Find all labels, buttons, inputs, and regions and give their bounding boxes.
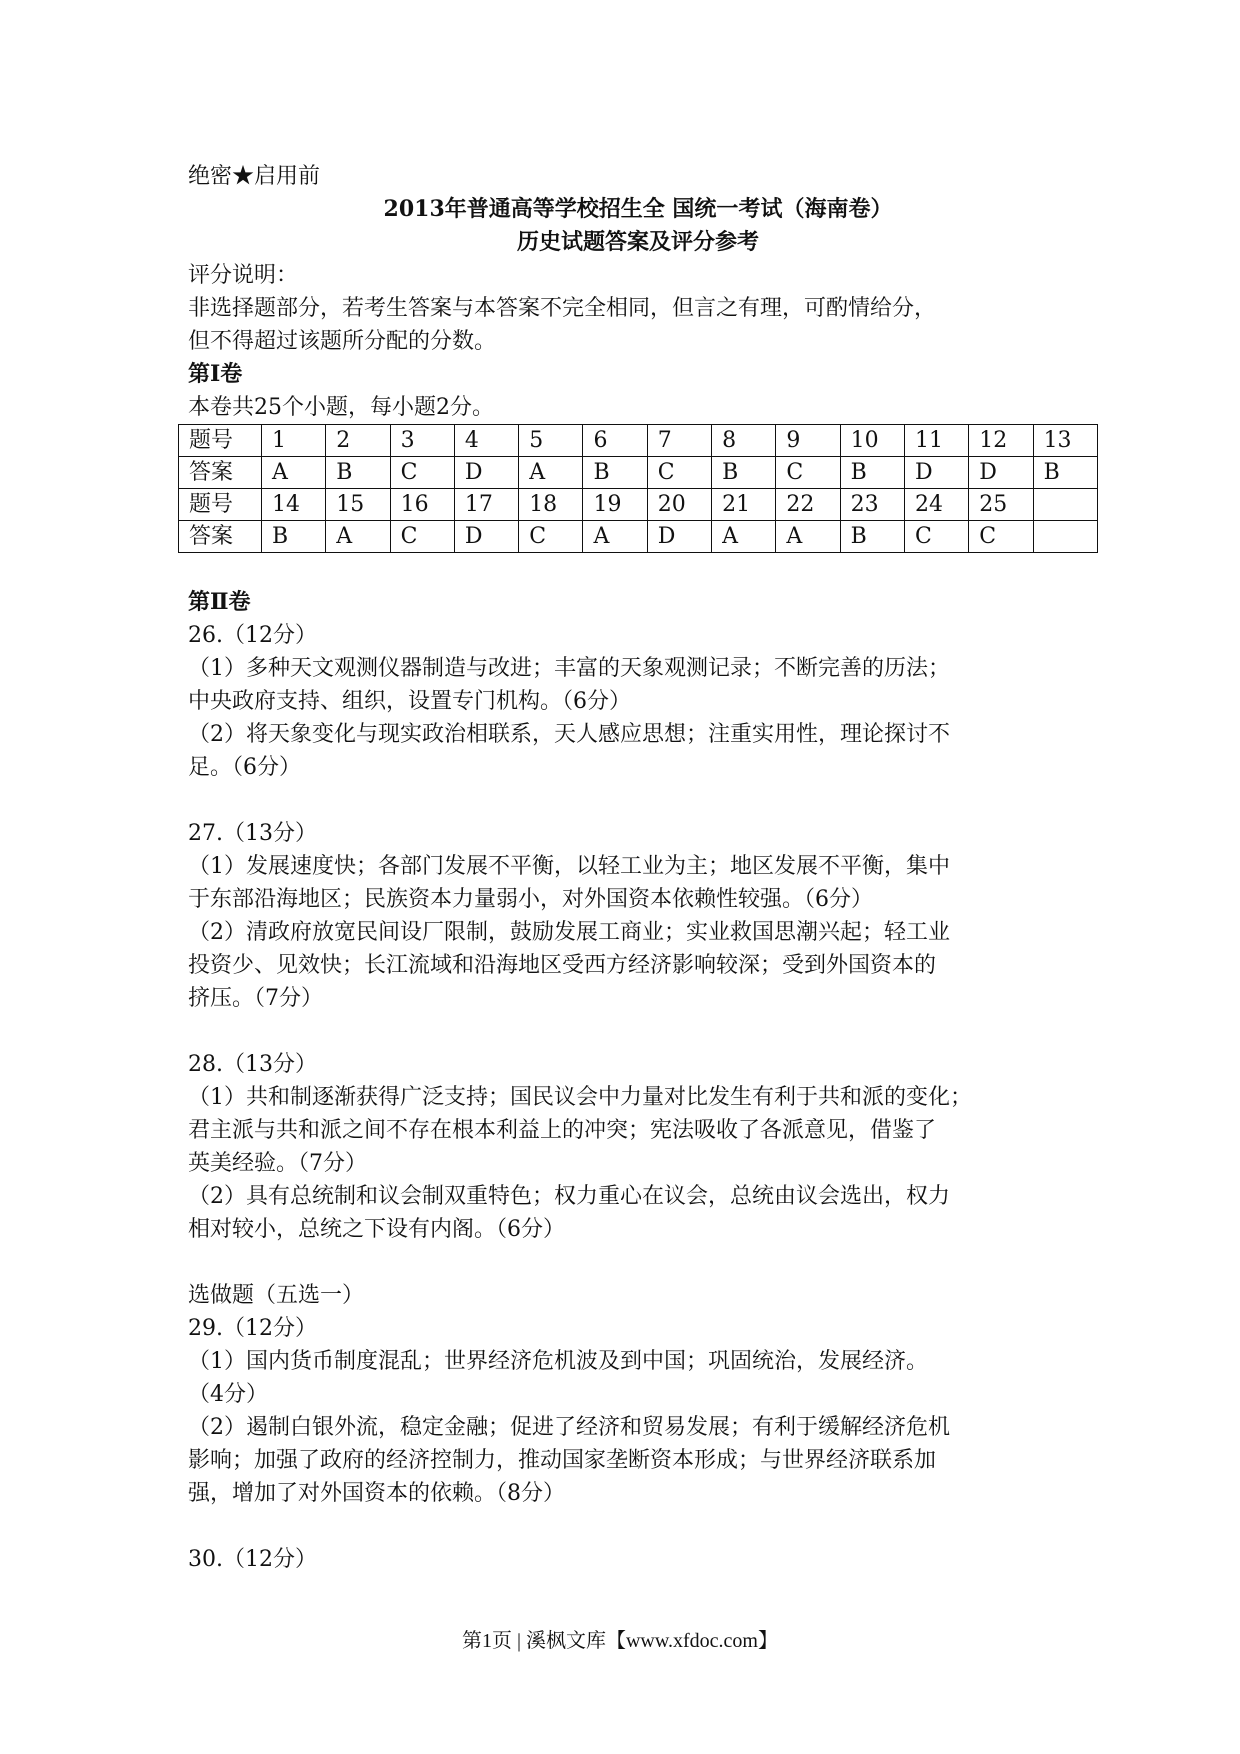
question-number: 27.（13分）	[188, 821, 317, 846]
elective-heading: 选做题（五选一）	[188, 1283, 365, 1308]
answer-line: 强，增加了对外国资本的依赖。（8分）	[188, 1481, 565, 1506]
table-row-header: 题号	[179, 425, 262, 457]
table-cell: 17	[454, 489, 518, 521]
table-cell: 3	[390, 425, 454, 457]
table-row	[179, 521, 1098, 553]
table-cell: 20	[647, 489, 711, 521]
table-cell: C	[904, 521, 968, 553]
answer-line: （1）共和制逐渐获得广泛支持；国民议会中力量对比发生有利于共和派的变化；	[188, 1085, 972, 1110]
answer-line: 影响；加强了政府的经济控制力，推动国家垄断资本形成；与世界经济联系加	[188, 1448, 937, 1473]
table-cell: A	[583, 521, 647, 553]
exam-subtitle: 历史试题答案及评分参考	[516, 229, 759, 255]
exam-title: 2013年普通高等学校招生全 国统一考试（海南卷）	[383, 196, 893, 222]
table-cell: D	[647, 521, 711, 553]
table-cell: 6	[583, 425, 647, 457]
table-cell: B	[1033, 457, 1097, 489]
answer-line: 投资少、见效快；长江流域和沿海地区受西方经济影响较深；受到外国资本的	[188, 953, 937, 978]
answer-table	[178, 424, 1098, 553]
secret-label: 绝密★启用前	[188, 164, 321, 189]
answer-line: 中央政府支持、组织，设置专门机构。（6分）	[188, 689, 631, 714]
table-cell	[1033, 521, 1097, 553]
answer-line: 相对较小，总统之下设有内阁。（6分）	[188, 1217, 565, 1242]
answer-line: （4分）	[188, 1382, 268, 1407]
answer-line: 君主派与共和派之间不存在根本利益上的冲突；宪法吸收了各派意见，借鉴了	[188, 1118, 937, 1143]
table-cell: 14	[262, 489, 326, 521]
table-cell: C	[519, 521, 583, 553]
table-row-header: 答案	[179, 521, 262, 553]
question-number: 26.（12分）	[188, 623, 317, 648]
table-cell: A	[776, 521, 840, 553]
scoring-notes-line: 但不得超过该题所分配的分数。	[188, 329, 497, 354]
table-cell: D	[454, 521, 518, 553]
table-row	[179, 457, 1098, 489]
table-cell: B	[712, 457, 776, 489]
table-cell: 21	[712, 489, 776, 521]
table-cell: 8	[712, 425, 776, 457]
part1-note: 本卷共25个小题，每小题2分。	[188, 395, 494, 420]
answer-line: （2）遏制白银外流，稳定金融；促进了经济和贸易发展；有利于缓解经济危机	[188, 1415, 950, 1440]
scoring-notes-label: 评分说明：	[188, 263, 299, 288]
answer-line: （2）具有总统制和议会制双重特色；权力重心在议会，总统由议会选出，权力	[188, 1184, 950, 1209]
table-row-header: 题号	[179, 489, 262, 521]
table-row	[179, 489, 1098, 521]
table-cell: B	[326, 457, 390, 489]
table-cell: 7	[647, 425, 711, 457]
answer-line: （1）多种天文观测仪器制造与改进；丰富的天象观测记录；不断完善的历法；	[188, 656, 950, 681]
table-cell: 11	[904, 425, 968, 457]
table-cell: 19	[583, 489, 647, 521]
table-cell: 18	[519, 489, 583, 521]
table-cell: D	[904, 457, 968, 489]
question-number: 29.（12分）	[188, 1316, 317, 1341]
table-cell: 25	[969, 489, 1033, 521]
answer-line: 英美经验。（7分）	[188, 1151, 367, 1176]
table-cell: C	[969, 521, 1033, 553]
table-cell: C	[390, 521, 454, 553]
table-cell: C	[647, 457, 711, 489]
table-cell: 22	[776, 489, 840, 521]
table-cell: 5	[519, 425, 583, 457]
table-cell: A	[326, 521, 390, 553]
table-cell: A	[712, 521, 776, 553]
table-row	[179, 425, 1098, 457]
table-cell: 15	[326, 489, 390, 521]
document-page	[188, 160, 1088, 1576]
table-cell: B	[583, 457, 647, 489]
table-cell: A	[262, 457, 326, 489]
table-cell: 4	[454, 425, 518, 457]
answer-line: （2）将天象变化与现实政治相联系，天人感应思想；注重实用性，理论探讨不	[188, 722, 950, 747]
table-row-header: 答案	[179, 457, 262, 489]
table-cell: B	[840, 457, 904, 489]
table-cell: 2	[326, 425, 390, 457]
table-cell: 9	[776, 425, 840, 457]
table-cell: 16	[390, 489, 454, 521]
scoring-notes-line: 非选择题部分，若考生答案与本答案不完全相同，但言之有理，可酌情给分，	[188, 296, 937, 321]
answer-line: 挤压。（7分）	[188, 986, 323, 1011]
table-cell: C	[776, 457, 840, 489]
table-cell: D	[969, 457, 1033, 489]
table-cell: A	[519, 457, 583, 489]
answer-line: （2）清政府放宽民间设厂限制，鼓励发展工商业；实业救国思潮兴起；轻工业	[188, 920, 950, 945]
question-number: 30.（12分）	[188, 1547, 317, 1572]
table-cell: C	[390, 457, 454, 489]
table-cell: 23	[840, 489, 904, 521]
question-number: 28.（13分）	[188, 1052, 317, 1077]
answer-line: 于东部沿海地区；民族资本力量弱小，对外国资本依赖性较强。（6分）	[188, 887, 873, 912]
answer-line: （1）国内货币制度混乱；世界经济危机波及到中国；巩固统治，发展经济。	[188, 1349, 928, 1374]
part2-heading: 第Ⅱ卷	[188, 589, 251, 615]
table-cell: B	[840, 521, 904, 553]
answer-line: 足。（6分）	[188, 755, 301, 780]
part1-heading: 第Ⅰ卷	[188, 361, 243, 387]
table-cell	[1033, 489, 1097, 521]
table-cell: 12	[969, 425, 1033, 457]
table-cell: 10	[840, 425, 904, 457]
table-cell: D	[454, 457, 518, 489]
table-cell: B	[262, 521, 326, 553]
table-cell: 13	[1033, 425, 1097, 457]
table-cell: 1	[262, 425, 326, 457]
answer-line: （1）发展速度快；各部门发展不平衡，以轻工业为主；地区发展不平衡，集中	[188, 854, 950, 879]
page-footer: 第1页 | 溪枫文库【www.xfdoc.com】	[461, 1630, 778, 1652]
table-cell: 24	[904, 489, 968, 521]
